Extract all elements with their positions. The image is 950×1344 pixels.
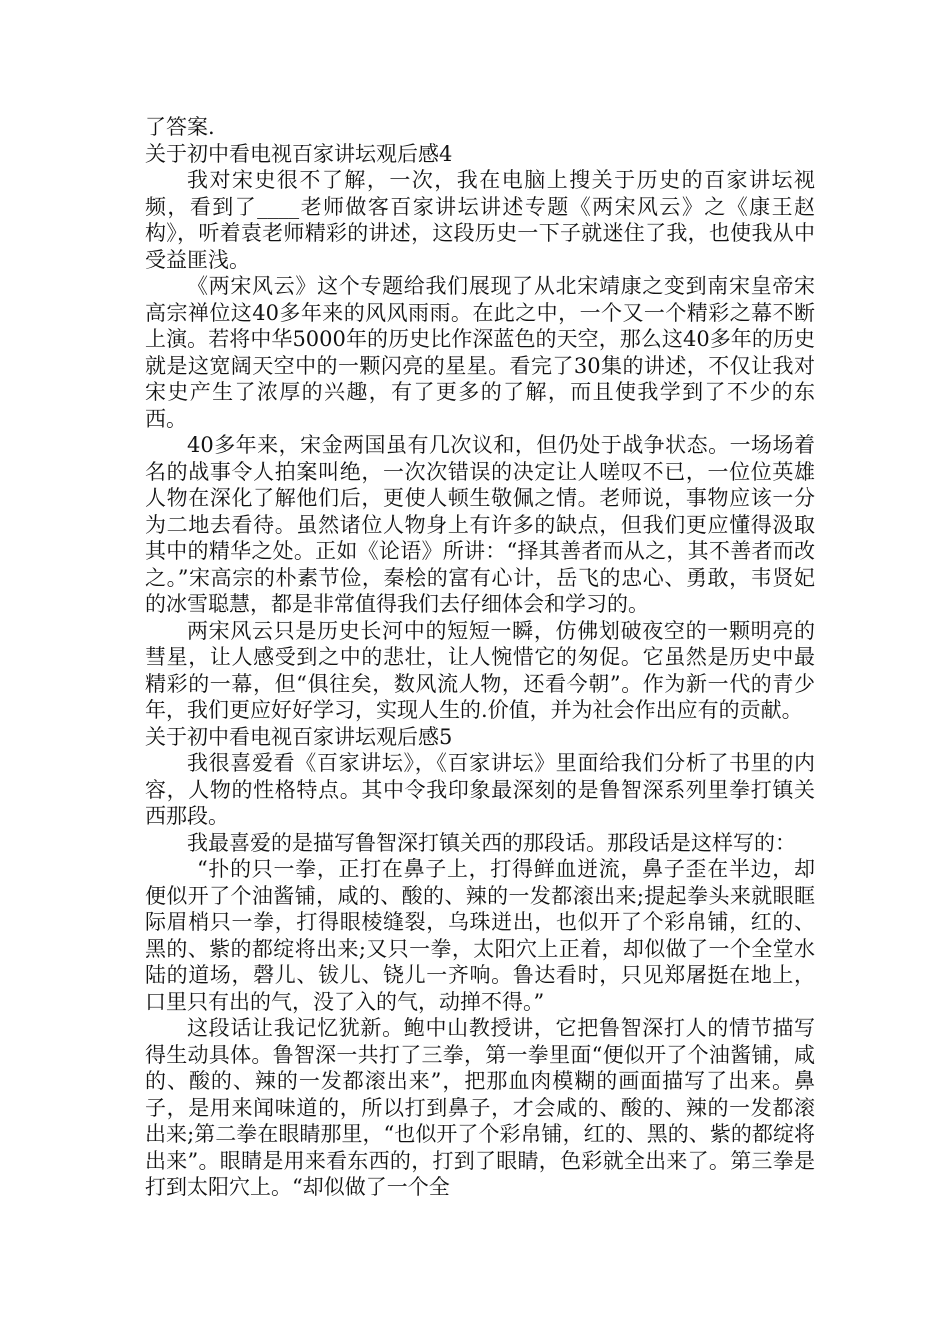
- section-heading-4: 关于初中看电视百家讲坛观后感4: [145, 141, 453, 166]
- section-heading-5: 关于初中看电视百家讲坛观后感5: [145, 724, 453, 749]
- paragraph: 两宋风云只是历史长河中的短短一瞬，仿佛划破夜空的一颗明亮的彗星，让人感受到之中的悲壮，让人惋惜它的匆促。它虽然是历史中最精彩的一幕，但“俱往矣，数风流人物，还看今朝”。作为新一代的青少年，我们更应好好学习，实现人生的.价值，并为社会作出应有的贡献。: [145, 618, 815, 722]
- document-page: [145, 114, 815, 1201]
- paragraph: 《两宋风云》这个专题给我们展现了从北宋靖康之变到南宋皇帝宋高宗禅位这40多年来的风风雨雨。在此之中，一个又一个精彩之幕不断上演。若将中华5000年的历史比作深蓝色的天空，那么这40多年的历史就是这宽阔天空中的一颗闪亮的星星。看完了30集的讲述，不仅让我对宋史产生了浓厚的兴趣，有了更多的了解，而且使我学到了不少的东西。: [145, 274, 815, 431]
- paragraph: 40多年来，宋金两国虽有几次议和，但仍处于战争状态。一场场着名的战事令人拍案叫绝，一次次错误的决定让人嗟叹不已，一位位英雄人物在深化了解他们后，更使人顿生敬佩之情。老师说，事物应该一分为二地去看待。虽然诸位人物身上有许多的缺点，但我们更应懂得汲取其中的精华之处。正如《论语》所讲：“择其善者而从之，其不善者而改之。”宋高宗的朴素节俭，秦桧的富有心计，岳飞的忠心、勇敢，韦贤妃的冰雪聪慧，都是非常值得我们去仔细体会和学习的。: [145, 433, 815, 616]
- paragraph: 我最喜爱的是描写鲁智深打镇关西的那段话。那段话是这样写的：: [187, 830, 796, 855]
- paragraph: 我很喜爱看《百家讲坛》，《百家讲坛》里面给我们分析了书里的内容，人物的性格特点。其中令我印象最深刻的是鲁智深系列里拳打镇关西那段。: [145, 751, 815, 828]
- quoted-passage: “扑的只一拳，正打在鼻子上，打得鲜血迸流，鼻子歪在半边，却便似开了个油酱铺，咸的、酸的、辣的一发都滚出来;提起拳头来就眼眶际眉梢只一拳，打得眼棱缝裂，乌珠迸出，也似开了个彩帛铺，红的、黑的、紫的都绽将出来;又只一拳，太阳穴上正着，却似做了一个全堂水陆的道场，磬儿、钹儿、铙儿一齐响。鲁达看时，只见郑屠挺在地上，口里只有出的气，没了入的气，动掸不得。”: [145, 857, 815, 1014]
- paragraph: 我对宋史很不了解，一次，我在电脑上搜关于历史的百家讲坛视频，看到了____老师做客百家讲坛讲述专题《两宋风云》之《康王赵构》，听着袁老师精彩的讲述，这段历史一下子就迷住了我，也使我从中受益匪浅。: [145, 168, 815, 272]
- paragraph-continuation: 了答案.: [145, 115, 215, 139]
- paragraph: 这段话让我记忆犹新。鲍中山教授讲，它把鲁智深打人的情节描写得生动具体。鲁智深一共打了三拳，第一拳里面“便似开了个油酱铺，咸的、酸的、辣的一发都滚出来”，把那血肉模糊的画面描写了出来。鼻子，是用来闻味道的，所以打到鼻子，才会咸的、酸的、辣的一发都滚出来;第二拳在眼睛那里，“也似开了个彩帛铺，红的、黑的、紫的都绽将出来”。眼睛是用来看东西的，打到了眼睛，色彩就全出来了。第三拳是打到太阳穴上。“却似做了一个全: [145, 1016, 815, 1199]
